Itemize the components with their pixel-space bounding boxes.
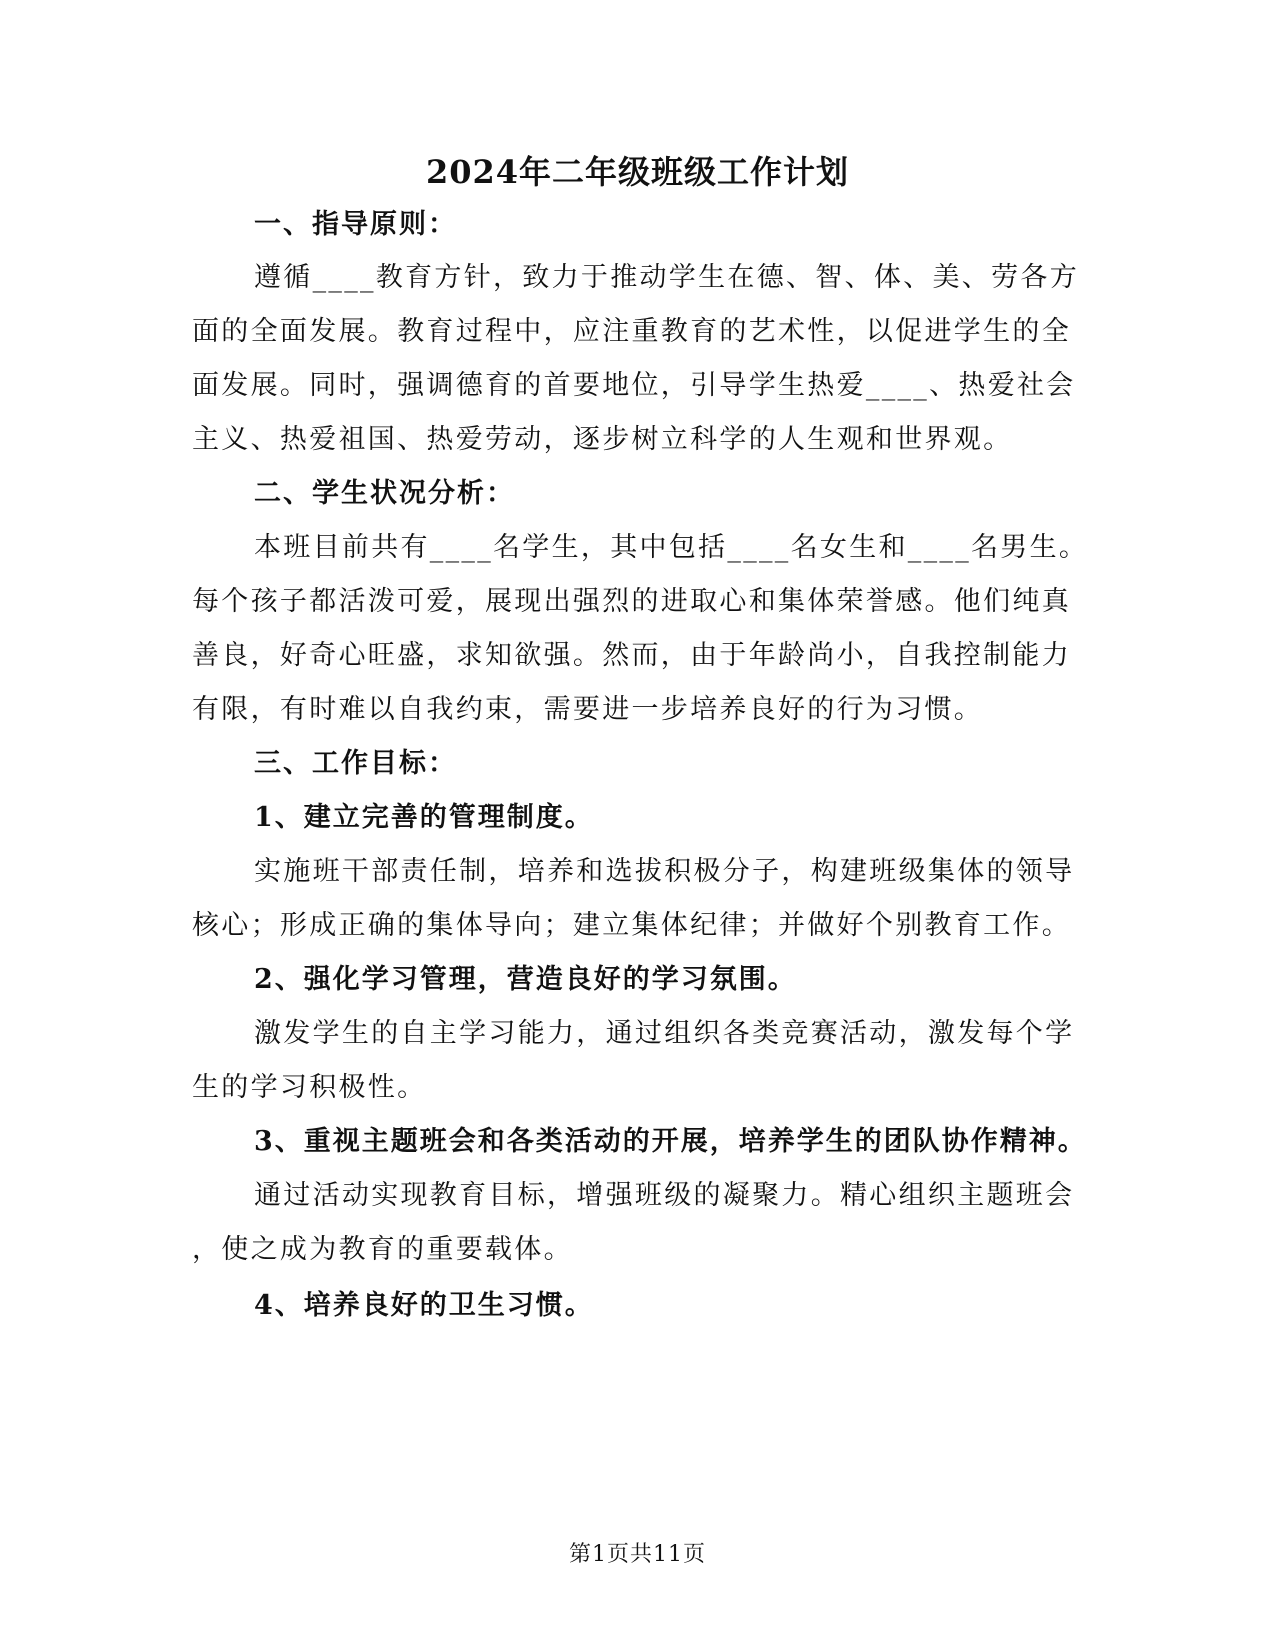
section-heading-student-analysis: 二、学生状况分析： bbox=[254, 478, 515, 509]
subheading-goal-2: 2、强化学习管理，营造良好的学习氛围。 bbox=[254, 964, 797, 995]
paragraph-line: 本班目前共有____名学生，其中包括____名女生和____名男生。 bbox=[254, 532, 1089, 563]
paragraph-line: 面发展。同时，强调德育的首要地位，引导学生热爱____、热爱社会 bbox=[192, 370, 1076, 401]
paragraph-line: 生的学习积极性。 bbox=[192, 1072, 427, 1103]
section-heading-work-goals: 三、工作目标： bbox=[254, 748, 457, 779]
paragraph-line: 核心；形成正确的集体导向；建立集体纪律；并做好个别教育工作。 bbox=[192, 910, 1071, 941]
page-title: 2024年二年级班级工作计划 bbox=[425, 153, 850, 191]
paragraph-line: 有限，有时难以自我约束，需要进一步培养良好的行为习惯。 bbox=[192, 694, 984, 725]
subheading-goal-1: 1、建立完善的管理制度。 bbox=[254, 802, 594, 833]
paragraph-line: 激发学生的自主学习能力，通过组织各类竞赛活动，激发每个学 bbox=[254, 1018, 1075, 1049]
paragraph-line: 主义、热爱祖国、热爱劳动，逐步树立科学的人生观和世界观。 bbox=[192, 424, 1013, 455]
paragraph-line: 实施班干部责任制，培养和选拔积极分子，构建班级集体的领导 bbox=[254, 856, 1075, 887]
subheading-goal-3: 3、重视主题班会和各类活动的开展，培养学生的团队协作精神。 bbox=[254, 1126, 1087, 1157]
paragraph-line: 通过活动实现教育目标，增强班级的凝聚力。精心组织主题班会 bbox=[254, 1180, 1075, 1211]
paragraph-line: 面的全面发展。教育过程中，应注重教育的艺术性，以促进学生的全 bbox=[192, 316, 1071, 347]
paragraph-line: ，使之成为教育的重要载体。 bbox=[192, 1234, 573, 1265]
paragraph-line: 善良，好奇心旺盛，求知欲强。然而，由于年龄尚小，自我控制能力 bbox=[192, 640, 1071, 671]
subheading-goal-4: 4、培养良好的卫生习惯。 bbox=[254, 1290, 594, 1321]
section-heading-guiding-principles: 一、指导原则： bbox=[254, 209, 457, 240]
paragraph-line: 遵循____教育方针，致力于推动学生在德、智、体、美、劳各方 bbox=[254, 262, 1079, 293]
paragraph-line: 每个孩子都活泼可爱，展现出强烈的进取心和集体荣誉感。他们纯真 bbox=[192, 586, 1071, 617]
page-number-footer: 第1页共11页 bbox=[569, 1542, 706, 1567]
